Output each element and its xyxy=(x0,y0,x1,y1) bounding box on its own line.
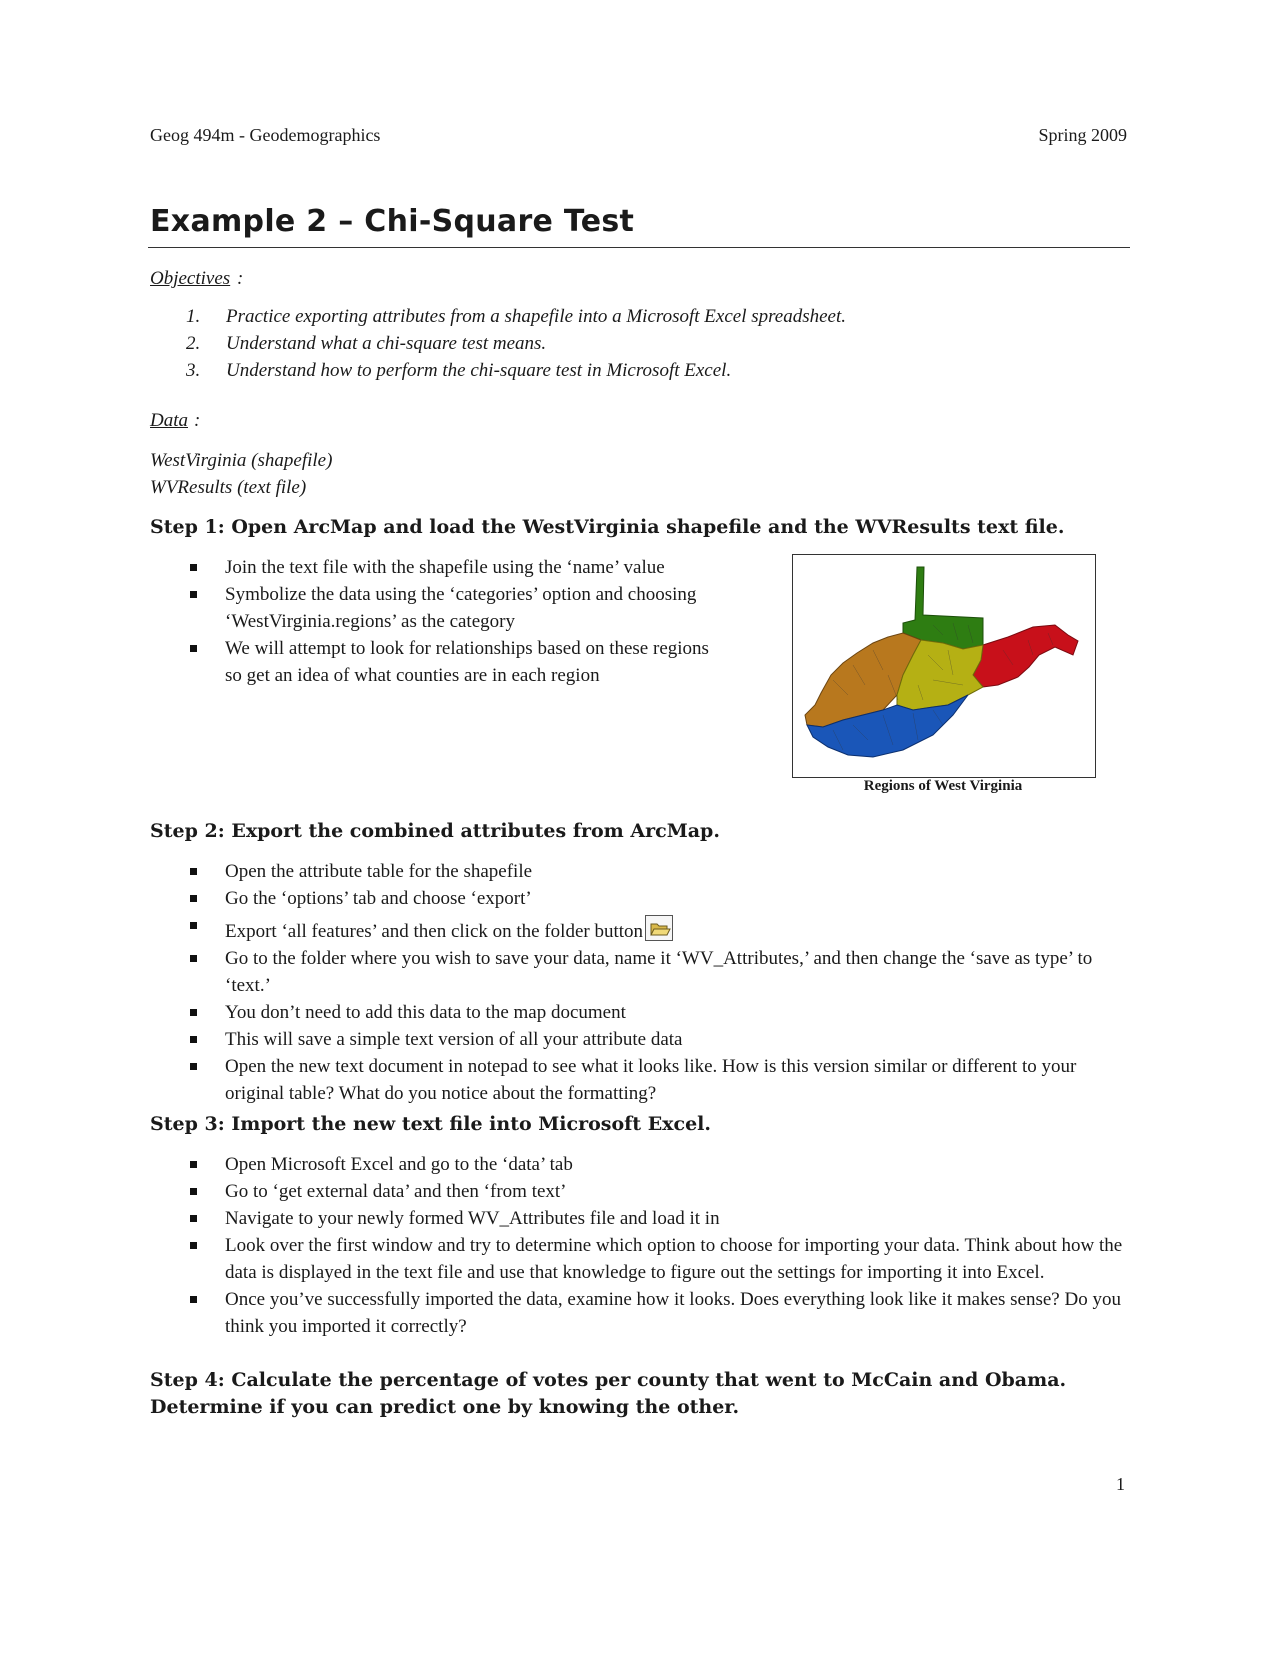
data-item: WVResults (text file) xyxy=(150,477,307,498)
list-item: Look over the first window and try to determine which option to choose for importing your data. Think about how the data is displayed in the text file and use that knowledge to figure out the settings for importing it into Excel. xyxy=(188,1232,1128,1286)
step-1-list xyxy=(188,554,728,689)
objective-item: 1. Practice exporting attributes from a shapefile into a Microsoft Excel spreadsheet. xyxy=(186,306,847,327)
objective-item: 3. Understand how to perform the chi-square test in Microsoft Excel. xyxy=(186,360,732,381)
page-number: 1 xyxy=(1116,1474,1125,1494)
step-4-heading: Step 4: Calculate the percentage of votes per county that went to McCain and Obama. xyxy=(150,1369,1067,1391)
west-virginia-map xyxy=(792,554,1096,778)
step-4-heading-line-2: Determine if you can predict one by knowing the other. xyxy=(150,1396,740,1418)
data-item: WestVirginia (shapefile) xyxy=(150,450,333,471)
list-item: Open the attribute table for the shapefile xyxy=(188,858,1128,885)
list-item: Symbolize the data using the ‘categories’ option and choosing ‘WestVirginia.regions’ as the category xyxy=(188,581,728,635)
list-item: Go to ‘get external data’ and then ‘from text’ xyxy=(188,1178,1128,1205)
step-2-list xyxy=(188,858,1128,1107)
list-item: We will attempt to look for relationships based on these regions so get an idea of what counties are in each region xyxy=(188,635,728,689)
map-region-east xyxy=(973,625,1078,687)
list-item: Once you’ve successfully imported the data, examine how it looks. Does everything look like it makes sense? Do you think you imported it correctly? xyxy=(188,1286,1128,1340)
list-item xyxy=(188,912,1128,945)
step-2-heading: Step 2: Export the combined attributes from ArcMap. xyxy=(150,820,720,842)
page-title: Example 2 – Chi-Square Test xyxy=(150,204,635,239)
list-item: This will save a simple text version of all your attribute data xyxy=(188,1026,1128,1053)
list-item: Go the ‘options’ tab and choose ‘export’ xyxy=(188,885,1128,912)
header-course: Geog 494m - Geodemographics xyxy=(150,125,381,145)
list-item-text: Export ‘all features’ and then click on the folder button xyxy=(225,921,644,942)
list-item: Open the new text document in notepad to see what it looks like. How is this version similar or different to your original table? What do you notice about the formatting? xyxy=(188,1053,1128,1107)
open-folder-icon xyxy=(645,915,673,941)
objective-item: 2. Understand what a chi-square test means. xyxy=(186,333,547,354)
list-item: Navigate to your newly formed WV_Attributes file and load it in xyxy=(188,1205,1128,1232)
list-item: Open Microsoft Excel and go to the ‘data’ tab xyxy=(188,1151,1128,1178)
data-colon: : xyxy=(194,410,201,431)
list-item: You don’t need to add this data to the map document xyxy=(188,999,1128,1026)
step-3-list xyxy=(188,1151,1128,1340)
list-item: Go to the folder where you wish to save your data, name it ‘WV_Attributes,’ and then change the ‘save as type’ to ‘text.’ xyxy=(188,945,1128,999)
objectives-colon: : xyxy=(237,268,244,289)
header-term: Spring 2009 xyxy=(1038,125,1127,145)
map-caption: Regions of West Virginia xyxy=(863,778,1023,794)
regions-map-graphic xyxy=(793,555,1095,777)
step-3-heading: Step 3: Import the new text file into Microsoft Excel. xyxy=(150,1113,712,1135)
list-item: Join the text file with the shapefile using the ‘name’ value xyxy=(188,554,728,581)
title-rule xyxy=(148,247,1130,248)
objectives-label: Objectives xyxy=(150,268,231,289)
data-label: Data xyxy=(150,410,188,431)
step-1-heading: Step 1: Open ArcMap and load the WestVirginia shapefile and the WVResults text file. xyxy=(150,516,1065,538)
